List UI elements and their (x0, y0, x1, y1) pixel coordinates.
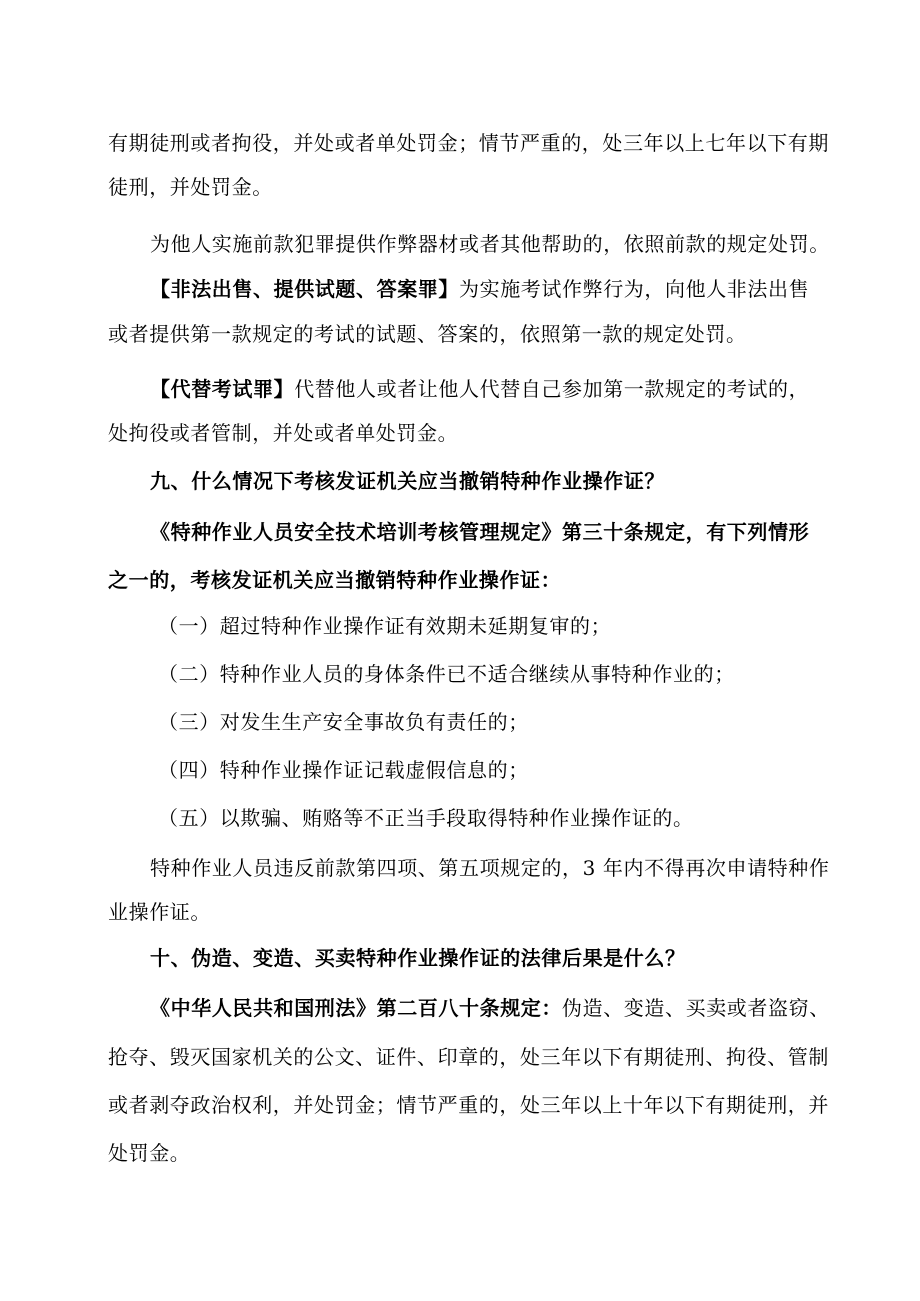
list-item: （一）超过特种作业操作证有效期未延期复审的； (158, 614, 612, 638)
list-item: （二）特种作业人员的身体条件已不适合继续从事特种作业的； (158, 662, 735, 686)
paragraph-line: 或者提供第一款规定的考试的试题、答案的，依照第一款的规定处罚。 (108, 322, 747, 346)
section-heading: 十、伪造、变造、买卖特种作业操作证的法律后果是什么？ (150, 946, 686, 970)
paragraph-line: 特种作业人员违反前款第四项、第五项规定的，3 年内不得再次申请特种作 (150, 856, 830, 880)
paragraph-line (150, 996, 830, 1020)
crime-title: 【代替考试罪】 (150, 377, 295, 401)
paragraph-line: 《特种作业人员安全技术培训考核管理规定》第三十条规定，有下列情形 (150, 520, 810, 544)
paragraph-line: 为他人实施前款犯罪提供作弊器材或者其他帮助的，依照前款的规定处罚。 (150, 232, 830, 256)
paragraph-line: 或者剥夺政治权利，并处罚金；情节严重的，处三年以上十年以下有期徒刑，并 (108, 1093, 829, 1117)
law-citation: 《中华人民共和国刑法》第二百八十条规定： (150, 996, 562, 1020)
list-item: （四）特种作业操作证记载虚假信息的； (158, 758, 529, 782)
crime-title: 【非法出售、提供试题、答案罪】 (150, 277, 459, 301)
list-item: （五）以欺骗、贿赂等不正当手段取得特种作业操作证的。 (158, 806, 694, 830)
paragraph-line (150, 277, 809, 301)
list-item: （三）对发生生产安全事故负有责任的； (158, 710, 529, 734)
paragraph-text: 代替他人或者让他人代替自己参加第一款规定的考试的， (294, 377, 810, 401)
paragraph-line: 之一的，考核发证机关应当撤销特种作业操作证： (108, 568, 562, 592)
paragraph-line: 处拘役或者管制，并处或者单处罚金。 (108, 421, 459, 445)
paragraph-line: 徒刑，并处罚金。 (108, 175, 273, 199)
section-heading: 九、什么情况下考核发证机关应当撤销特种作业操作证？ (150, 469, 665, 493)
paragraph-line: 处罚金。 (108, 1141, 191, 1165)
paragraph-line (150, 377, 809, 401)
paragraph-text: 为实施考试作弊行为，向他人非法出售 (459, 277, 810, 301)
paragraph-line: 有期徒刑或者拘役，并处或者单处罚金；情节严重的，处三年以上七年以下有期 (108, 131, 829, 155)
paragraph-line: 抢夺、毁灭国家机关的公文、证件、印章的，处三年以下有期徒刑、拘役、管制 (108, 1045, 829, 1069)
paragraph-text: 伪造、变造、买卖或者盗窃、 (562, 996, 830, 1020)
paragraph-line: 业操作证。 (108, 900, 211, 924)
